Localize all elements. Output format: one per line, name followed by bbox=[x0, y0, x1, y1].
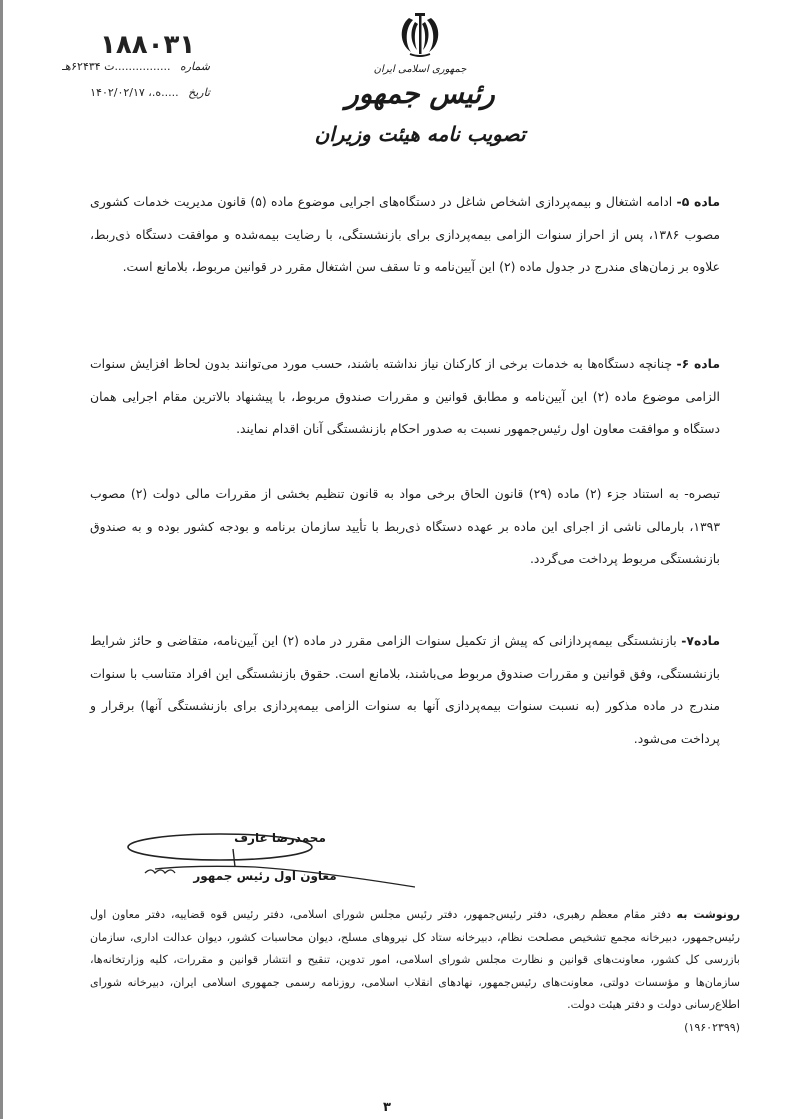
note-label: تبصره- bbox=[684, 486, 721, 501]
note-text: به استناد جزء (۲) ماده (۲۹) قانون الحاق برخی مواد به قانون تنظیم بخشی از مقررات مالی دولت (۲) مصوب ۱۳۹۳، بارمالی ناشی از اجرای این ماده بر عهده دستگاه ذی‌ربط با تأیید سازمان برنامه و بودجه کشور بوده و به صندوق بازنشستگی مربوط پرداخت می‌گردد. bbox=[90, 486, 720, 566]
article-text: چنانچه دستگاه‌ها به خدمات برخی از کارکنان نیاز نداشته باشند، حسب مورد می‌توانند بدون لحاظ افزایش سنوات الزامی موضوع ماده (۲) این آیین‌نامه و مطابق قوانین و مقررات صندوق مربوط، با پیشنهاد بالاترین مقام اجرایی همان دستگاه و موافقت معاون اول رئیس‌جمهور نسبت به صدور احکام بازنشستگی آنان اقدام نمایند. bbox=[90, 356, 720, 436]
article-6 bbox=[90, 348, 720, 446]
carbon-copy-list bbox=[90, 904, 740, 1039]
letter-date-value: .....ه.، ۱۴۰۲/۰۲/۱۷ bbox=[90, 86, 179, 99]
letter-number-label: شماره bbox=[179, 60, 210, 73]
letter-date-line bbox=[10, 86, 210, 99]
page-number: ۳ bbox=[383, 1100, 391, 1115]
article-text: بازنشستگی بیمه‌پردازانی که پیش از تکمیل سنوات الزامی مقرر در ماده (۲) این آیین‌نامه، متقاضی و حائز شرایط بازنشستگی، وفق قوانین و مقررات صندوق مربوط می‌باشند، بلامانع است. حقوق بازنشستگی این افراد متناسب با سنوات مندرج در ماده مذکور (به نسبت سنوات بیمه‌پردازی آنها به سنوات الزامی بیمه‌پردازی برای بازنشستگی آنها) برقرار و پرداخت می‌شود. bbox=[90, 633, 720, 746]
reference-number: ۱۸۸۰۳۱ bbox=[100, 30, 196, 60]
article-5 bbox=[90, 186, 720, 284]
national-emblem-icon bbox=[395, 10, 445, 58]
emblem-caption: جمهوری اسلامی ایران bbox=[373, 64, 467, 75]
letter-number-value: ................ت ۶۲۴۳۴هـ bbox=[62, 60, 171, 73]
article-7 bbox=[90, 625, 720, 755]
page-edge-rule bbox=[0, 0, 3, 1119]
cc-recipients: دفتر مقام معظم رهبری، دفتر رئیس‌جمهور، دفتر رئیس مجلس شورای اسلامی، دفتر رئیس قوه قضاییه، دفتر معاون اول رئیس‌جمهور، دبیرخانه مجمع تشخیص مصلحت نظام، دبیرخانه ستاد کل نیروهای مسلح، دیوان محاسبات کشور، دیوان عدالت اداری، سازمان بازرسی کل کشور، معاونت‌های قوانین و نظارت مجلس شورای اسلامی، امور تدوین، تنقیح و انتشار قوانین و مقررات، کلیه وزارتخانه‌ها، سازمان‌ها و مؤسسات دولتی، معاونت‌های رئیس‌جمهور، نهادهای انقلاب اسلامی، روزنامه رسمی جمهوری اسلامی ایران، دبیرخانه شورای اطلاع‌رسانی دولت و دفتر هیئت دولت. bbox=[90, 908, 740, 1011]
article-label: ماده۷- bbox=[681, 633, 720, 648]
office-title: رئیس جمهور bbox=[345, 77, 495, 110]
signatory-title: معاون اول رئیس جمهور bbox=[193, 869, 337, 883]
article-text: ادامه اشتغال و بیمه‌پردازی اشخاص شاغل در دستگاه‌های اجرایی موضوع ماده (۵) قانون مدیریت خدمات کشوری مصوب ۱۳۸۶، پس از احراز سنوات الزامی بیمه‌پردازی برای بازنشستگی، با رضایت بیمه‌شده و موافقت دستگاه ذی‌ربط، علاوه بر زمان‌های مندرج در جدول ماده (۲) این آیین‌نامه و تا سقف سن اشتغال مقرر در قوانین مربوط، بلامانع است. bbox=[90, 194, 720, 274]
letterhead bbox=[300, 10, 540, 146]
document-subtitle: تصویب نامه هیئت وزیران bbox=[314, 121, 526, 146]
article-label: ماده ۶- bbox=[676, 356, 720, 371]
letter-number-line bbox=[10, 60, 210, 73]
signatory-name: محمدرضا عارف bbox=[234, 831, 326, 845]
cc-code: (۱۹۶۰۲۳۹۹) bbox=[684, 1020, 740, 1034]
cc-label: رونوشت به bbox=[676, 908, 740, 921]
letter-date-label: تاریخ bbox=[188, 86, 210, 99]
article-label: ماده ۵- bbox=[676, 194, 720, 209]
article-note bbox=[90, 478, 720, 576]
signature-block bbox=[115, 825, 415, 895]
